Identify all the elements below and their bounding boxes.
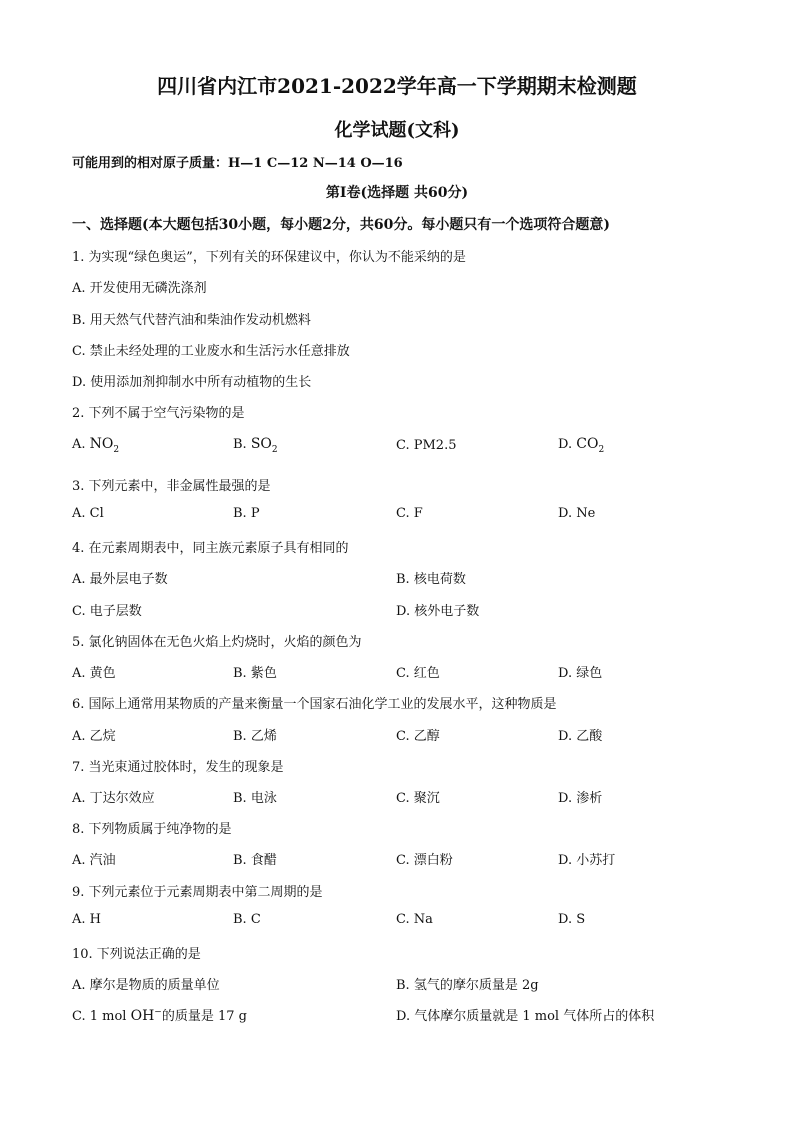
question-4-stem: 4. 在元素周期表中，同主族元素原子具有相同的 [72, 541, 349, 556]
question-1-option-b: B. 用天然气代替汽油和柴油作发动机燃料 [72, 313, 311, 328]
question-6-stem: 6. 国际上通常用某物质的产量来衡量一个国家石油化学工业的发展水平，这种物质是 [72, 697, 557, 712]
option-letter: D. [558, 437, 573, 452]
question-2-option-a [72, 436, 119, 455]
question-2-stem: 2. 下列不属于空气污染物的是 [72, 406, 245, 421]
question-1-option-c: C. 禁止未经处理的工业废水和生活污水任意排放 [72, 344, 350, 359]
question-9-option-b: B. C [233, 912, 261, 927]
question-6-option-b: B. 乙烯 [233, 729, 277, 744]
question-7-option-b: B. 电泳 [233, 791, 277, 806]
question-1-option-d: D. 使用添加剂抑制水中所有动植物的生长 [72, 375, 312, 390]
question-8-option-a: A. 汽油 [72, 853, 116, 868]
question-1-stem: 1. 为实现“绿色奥运”，下列有关的环保建议中，你认为不能采纳的是 [72, 250, 466, 265]
question-7-option-d: D. 渗析 [558, 791, 603, 806]
formula-hydroxide: OH− [130, 1007, 162, 1024]
question-9-stem: 9. 下列元素位于元素周期表中第二周期的是 [72, 885, 323, 900]
option-letter: B. [233, 437, 247, 452]
question-3-option-a: A. Cl [72, 506, 104, 521]
question-2-option-b [233, 436, 278, 455]
question-5-option-c: C. 红色 [396, 666, 440, 681]
question-7-option-a: A. 丁达尔效应 [72, 791, 155, 806]
section-heading: 一、选择题(本大题包括30小题，每小题2分，共60分。每小题只有一个选项符合题意) [72, 217, 610, 233]
option-letter: A. [72, 437, 86, 452]
question-9-option-a: A. H [72, 912, 101, 927]
question-10-option-b: B. 氢气的摩尔质量是 2g [396, 978, 539, 993]
volume-heading: 第Ⅰ卷(选择题 共60分) [325, 185, 469, 201]
question-3-option-c: C. F [396, 506, 423, 521]
question-3-stem: 3. 下列元素中，非金属性最强的是 [72, 479, 271, 494]
question-10-stem: 10. 下列说法正确的是 [72, 947, 201, 962]
formula-no2: $NO_2$ [89, 436, 120, 455]
question-2-option-d [558, 436, 604, 455]
question-2-option-c: C. PM2.5 [396, 438, 457, 453]
question-10-option-c: C. 1 mol OH−的质量是 17 g [72, 1007, 247, 1024]
question-7-stem: 7. 当光束通过胶体时，发生的现象是 [72, 760, 284, 775]
question-6-option-c: C. 乙醇 [396, 729, 440, 744]
exam-subtitle: 化学试题(文科) [334, 120, 460, 141]
question-5-option-a: A. 黄色 [72, 666, 116, 681]
question-6-option-d: D. 乙酸 [558, 729, 603, 744]
question-8-option-b: B. 食醋 [233, 853, 277, 868]
question-10-option-d: D. 气体摩尔质量就是 1 mol 气体所占的体积 [396, 1009, 655, 1024]
question-9-option-d: D. S [558, 912, 586, 927]
question-6-option-a: A. 乙烷 [72, 729, 116, 744]
question-8-option-d: D. 小苏打 [558, 853, 616, 868]
question-4-option-d: D. 核外电子数 [396, 604, 480, 619]
question-3-option-d: D. Ne [558, 506, 596, 521]
question-4-option-a: A. 最外层电子数 [72, 572, 168, 587]
question-5-option-b: B. 紫色 [233, 666, 277, 681]
question-10-option-a: A. 摩尔是物质的质量单位 [72, 978, 220, 993]
atomic-mass-note: 可能用到的相对原子质量：H—1 C—12 N—14 O—16 [72, 156, 403, 171]
question-5-option-d: D. 绿色 [558, 666, 603, 681]
exam-title: 四川省内江市2021-2022学年高一下学期期末检测题 [157, 74, 637, 98]
question-5-stem: 5. 氯化钠固体在无色火焰上灼烧时，火焰的颜色为 [72, 635, 362, 650]
question-9-option-c: C. Na [396, 912, 433, 927]
question-4-option-b: B. 核电荷数 [396, 572, 466, 587]
formula-co2: $CO_2$ [576, 436, 605, 455]
question-1-option-a: A. 开发使用无磷洗涤剂 [72, 281, 207, 296]
question-4-option-c: C. 电子层数 [72, 604, 142, 619]
question-8-stem: 8. 下列物质属于纯净物的是 [72, 822, 232, 837]
question-3-option-b: B. P [233, 506, 260, 521]
question-8-option-c: C. 漂白粉 [396, 853, 453, 868]
formula-so2: $SO_2$ [250, 436, 278, 455]
question-7-option-c: C. 聚沉 [396, 791, 440, 806]
